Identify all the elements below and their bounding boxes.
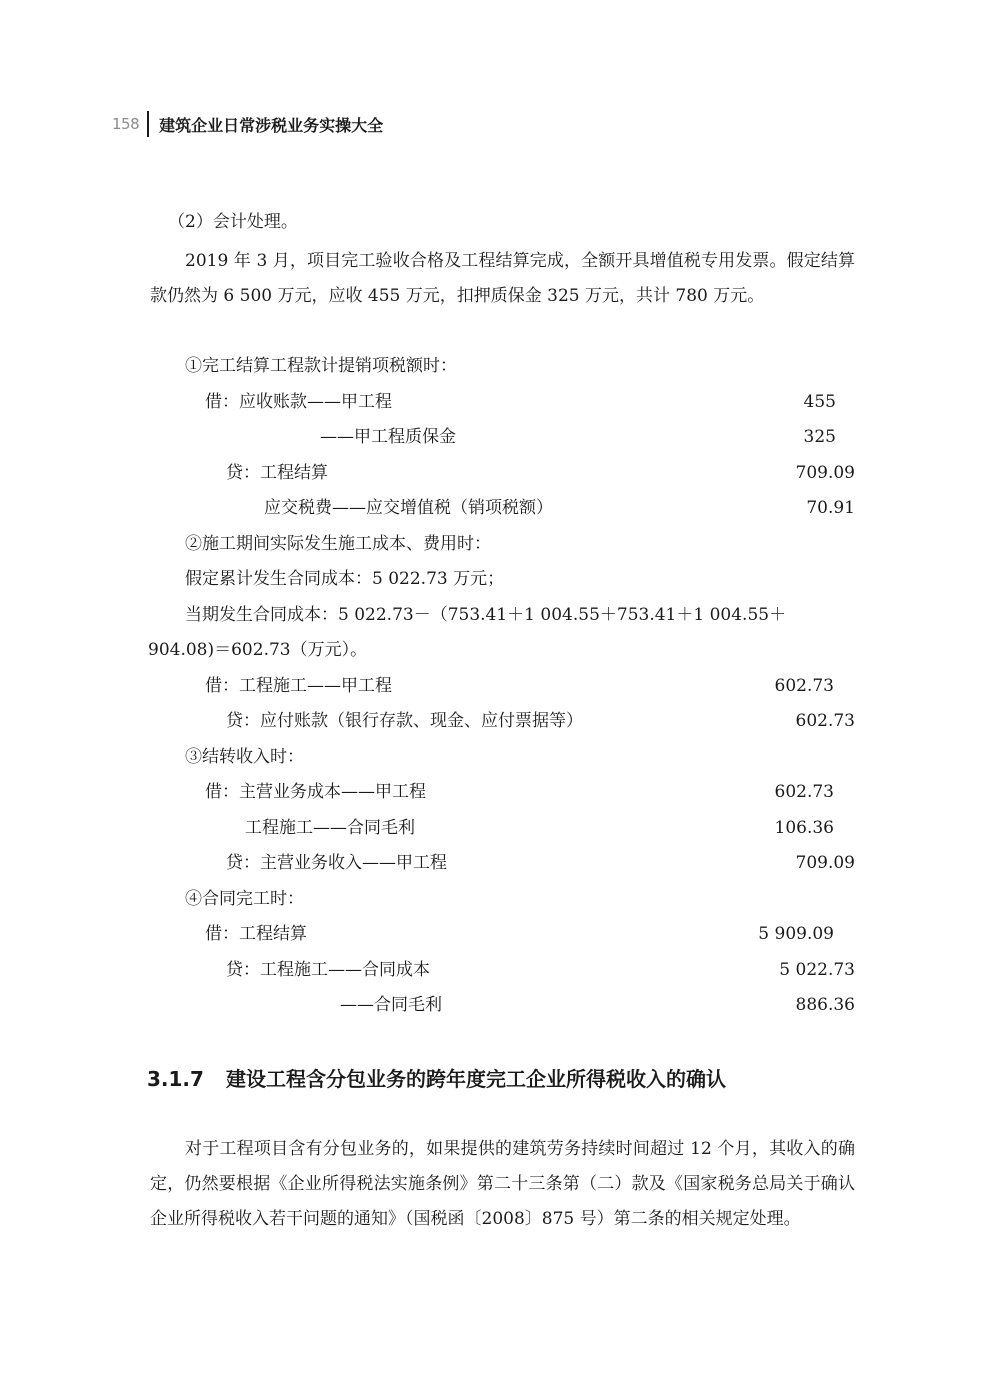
journal-entry-label: ——合同毛利: [340, 995, 442, 1015]
journal-entry-label: 借：主营业务成本——甲工程: [205, 782, 426, 802]
journal-entry-amount: 602.73: [774, 782, 834, 802]
step2-line: 假定累计发生合同成本：5 022.73 万元；: [185, 569, 505, 589]
section-heading: [147, 1064, 726, 1094]
journal-entry-amount: 602.73: [795, 711, 855, 731]
journal-entry-amount: 709.09: [795, 463, 855, 483]
step4-title: ④合同完工时：: [185, 889, 304, 909]
journal-entry-label: 应交税费——应交增值税（销项税额）: [264, 498, 553, 518]
step2-line: 当期发生合同成本：5 022.73－（753.41＋1 004.55＋753.41＋1 004.55＋: [185, 605, 787, 625]
journal-entry-amount: 325: [803, 427, 836, 447]
section-paragraph: 对于工程项目含有分包业务的，如果提供的建筑劳务持续时间超过 12 个月，其收入的确定，仍然要根据《企业所得税法实施条例》第二十三条第（二）款及《国家税务总局关于确认企业所得税收入若干问题的通知》（国税函〔2008〕875 号）第二条的相关规定处理。: [150, 1139, 855, 1229]
journal-entry-label: 贷：工程结算: [226, 463, 328, 483]
journal-entry-amount: 709.09: [795, 853, 855, 873]
page-number: 158: [112, 115, 140, 133]
journal-entry-label: 借：工程结算: [205, 924, 307, 944]
journal-entry-label: 工程施工——合同毛利: [245, 818, 415, 838]
journal-entry-label: 贷：主营业务收入——甲工程: [226, 853, 447, 873]
journal-entry-amount: 106.36: [774, 818, 834, 838]
journal-entry-label: ——甲工程质保金: [320, 427, 456, 447]
journal-entry-amount: 886.36: [795, 995, 855, 1015]
step3-title: ③结转收入时：: [185, 747, 304, 767]
step1-title: ①完工结算工程款计提销项税额时：: [185, 356, 457, 376]
running-header: [112, 110, 383, 138]
journal-entry-amount: 5 022.73: [779, 960, 855, 980]
journal-entry-amount: 602.73: [774, 676, 834, 696]
step2-title: ②施工期间实际发生施工成本、费用时：: [185, 534, 491, 554]
step2-line: 904.08)＝602.73（万元）。: [148, 640, 368, 660]
section-number: 3.1.7: [147, 1067, 204, 1091]
journal-entry-label: 借：应收账款——甲工程: [205, 392, 392, 412]
journal-entry-label: 借：工程施工——甲工程: [205, 676, 392, 696]
journal-entry-label: 贷：应付账款（银行存款、现金、应付票据等）: [226, 711, 583, 731]
journal-entry-label: 贷：工程施工——合同成本: [226, 960, 430, 980]
header-divider: [147, 111, 149, 137]
journal-entry-amount: 70.91: [806, 498, 855, 518]
journal-entry-amount: 5 909.09: [758, 924, 834, 944]
section-title: 建设工程含分包业务的跨年度完工企业所得税收入的确认: [225, 1067, 726, 1091]
journal-entry-amount: 455: [803, 392, 836, 412]
book-title: 建筑企业日常涉税业务实操大全: [159, 115, 384, 135]
intro-paragraph: 2019 年 3 月，项目完工验收合格及工程结算完成，全额开具增值税专用发票。假定结算款仍然为 6 500 万元，应收 455 万元，扣押质保金 325 万元，共计 780 万元。: [150, 251, 855, 306]
subheading: （2）会计处理。: [168, 212, 298, 232]
